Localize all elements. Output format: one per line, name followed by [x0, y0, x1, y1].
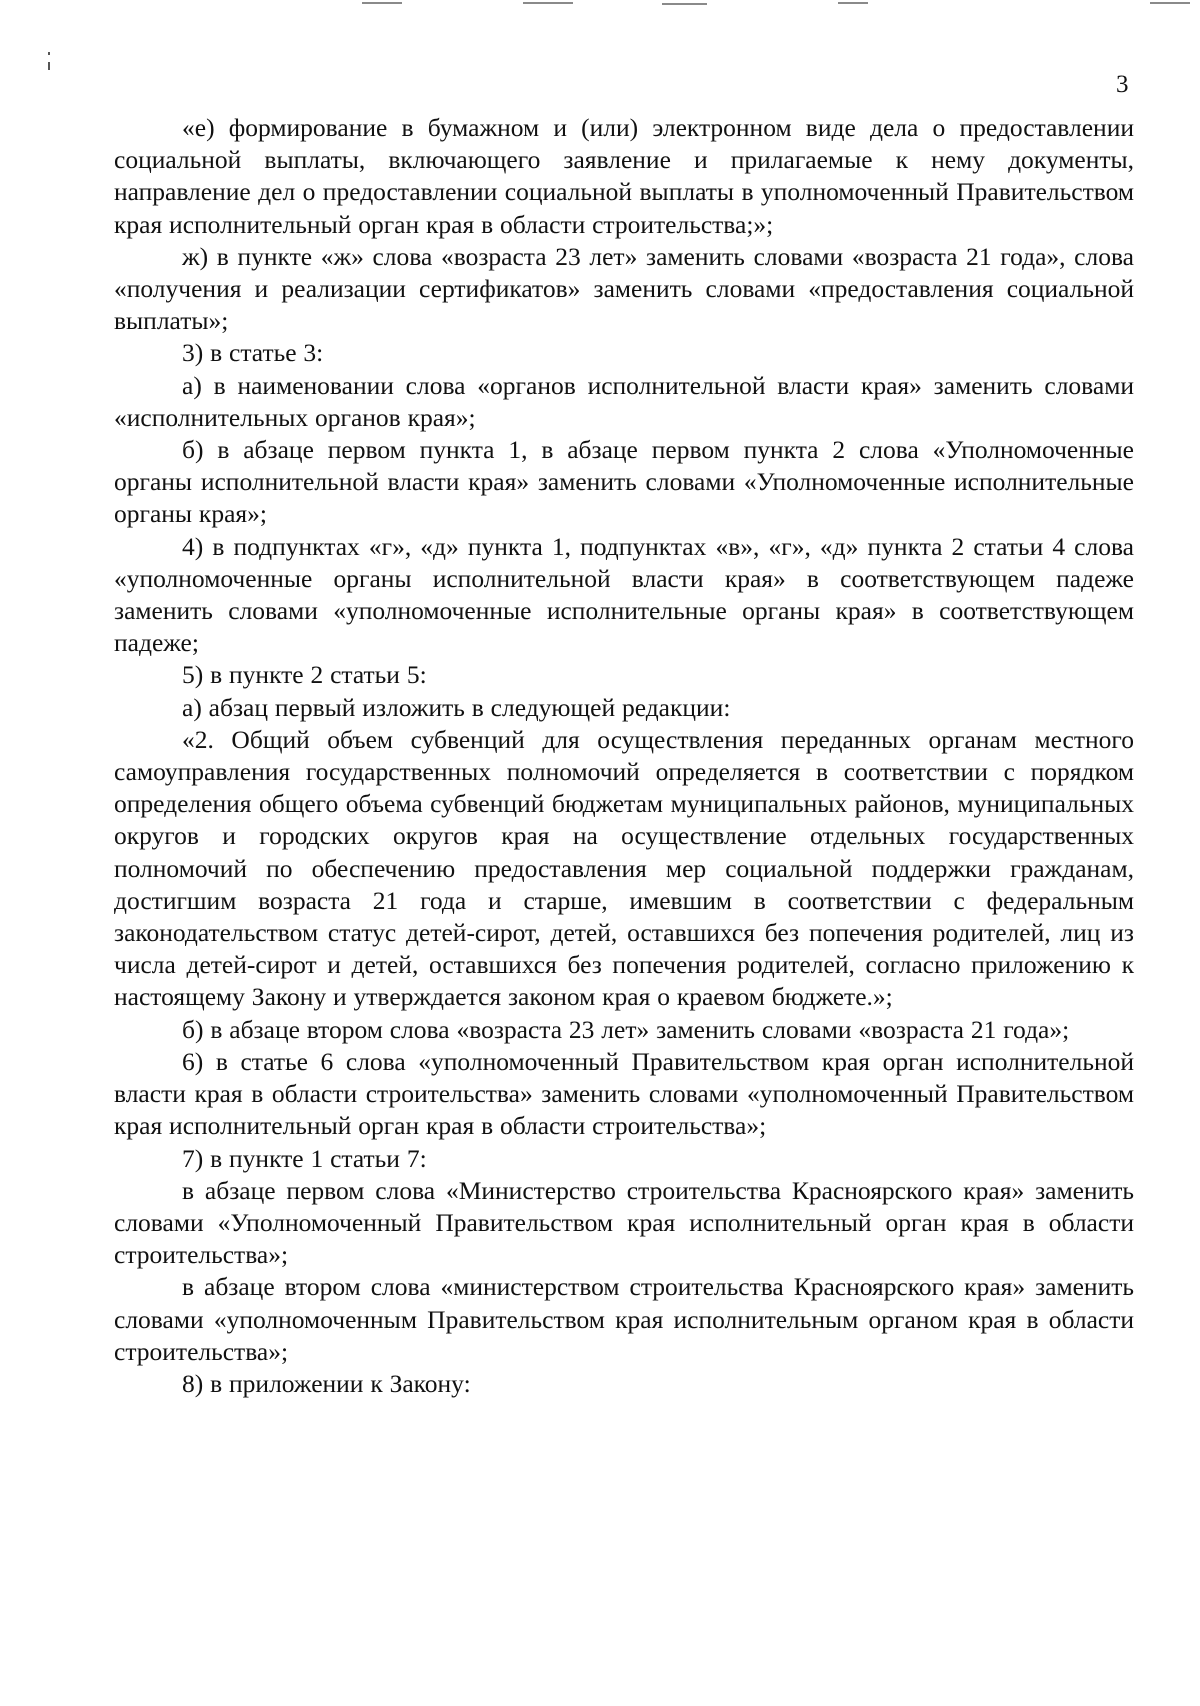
paragraph-point-3-b: б) в абзаце первом пункта 1, в абзаце первом пункта 2 слова «Уполномоченные органы исполнительной власти края» заменить словами «Уполномоченные исполнительные органы края»;	[114, 435, 1134, 529]
document-body	[114, 112, 1134, 1400]
paragraph-new-wording: «2. Общий объем субвенций для осуществления переданных органам местного самоуправления государственных полномочий определяется в соответствии с порядком определения общего объема субвенций бюджетам муниципальных районов, муниципальных округов и городских округов края на осуществление отдельных государственных полномочий по обеспечению предоставления мер социальной поддержки гражданам, достигшим возраста 21 года и старше, имевшим в соответствии с федеральным законодательством статус детей-сирот, детей, оставшихся без попечения родителей, лиц из числа детей-сирот и детей, оставшихся без попечения родителей, согласно приложению к настоящему Закону и утверждается законом края о краевом бюджете.»;	[114, 724, 1134, 1012]
paragraph-point-3: 3) в статье 3:	[182, 338, 324, 368]
paragraph-point-3-a: а) в наименовании слова «органов исполнительной власти края» заменить словами «исполнительных органов края»;	[114, 370, 1134, 432]
scan-mark-top	[523, 2, 573, 4]
paragraph-point-7: 7) в пункте 1 статьи 7:	[182, 1143, 427, 1173]
paragraph-point-5: 5) в пункте 2 статьи 5:	[182, 660, 427, 690]
paragraph-point-5-b: б) в абзаце втором слова «возраста 23 лет» заменить словами «возраста 21 года»;	[182, 1014, 1070, 1044]
paragraph-point-7-second: в абзаце втором слова «министерством строительства Красноярского края» заменить словами «уполномоченным Правительством края исполнительным органом края в области строительства»;	[114, 1272, 1134, 1366]
paragraph-point-6: 6) в статье 6 слова «уполномоченный Правительством края орган исполнительной власти края в области строительства» заменить словами «уполномоченный Правительством края исполнительный орган края в области строительства»;	[114, 1046, 1134, 1141]
paragraph-item-e: «е) формирование в бумажном и (или) электронном виде дела о предоставлении социальной выплаты, включающего заявление и прилагаемые к нему документы, направление дел о предоставлении социальной выплаты в уполномоченный Правительством края исполнительный орган края в области строительства;»;	[114, 113, 1134, 239]
paragraph-point-5-a: а) абзац первый изложить в следующей редакции:	[182, 692, 731, 722]
scan-mark-top	[1150, 2, 1190, 4]
page-number: 3	[1116, 71, 1129, 98]
scan-mark-top	[662, 3, 707, 5]
paragraph-point-4: 4) в подпунктах «г», «д» пункта 1, подпунктах «в», «г», «д» пункта 2 статьи 4 слова «уполномоченные органы исполнительной власти края» в соответствующем падеже заменить словами «уполномоченные исполнительные органы края» в соответствующем падеже;	[114, 531, 1134, 658]
scan-mark-top	[362, 2, 402, 4]
scan-mark-left	[48, 62, 50, 70]
paragraph-item-zh: ж) в пункте «ж» слова «возраста 23 лет» заменить словами «возраста 21 года», слова «получения и реализации сертификатов» заменить словами «предоставления социальной выплаты»;	[114, 241, 1134, 336]
paragraph-point-8: 8) в приложении к Закону:	[182, 1368, 471, 1398]
scan-mark-top	[838, 2, 868, 4]
scan-mark-left	[48, 52, 50, 55]
paragraph-point-7-first: в абзаце первом слова «Министерство строительства Красноярского края» заменить словами «Уполномоченный Правительством края исполнительный орган края в области строительства»;	[114, 1175, 1134, 1270]
